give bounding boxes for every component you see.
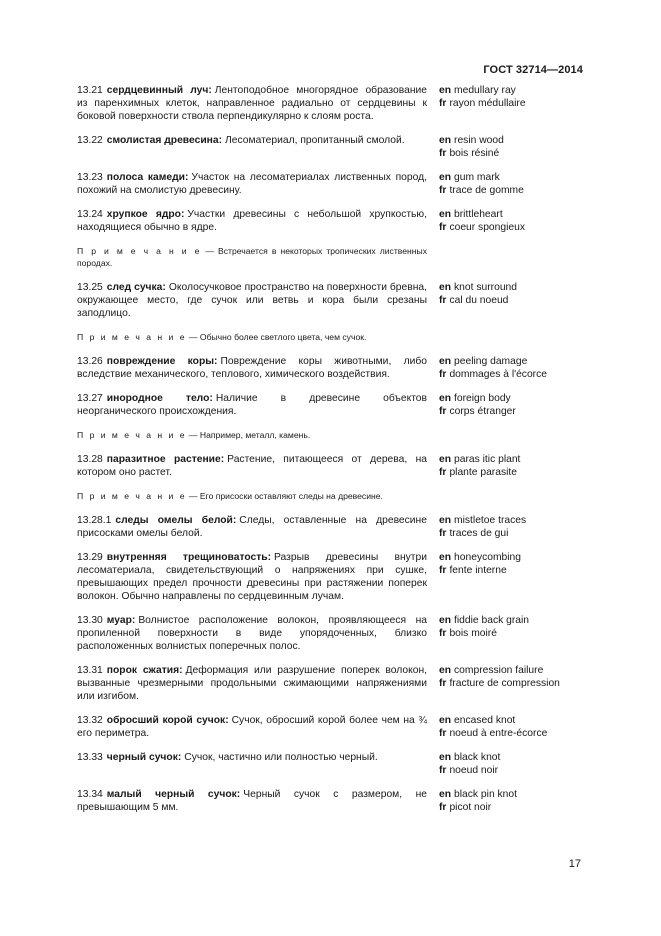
definition-text: Волнистое расположение волокон, проявляющееся на пропиленной поверхности в виде упорядоченных, близко расположенных волнистых поперечных полос. bbox=[77, 615, 427, 652]
equivalent-term: plante parasite bbox=[449, 467, 517, 478]
equivalent-term: noeud à entre-écorce bbox=[449, 728, 548, 739]
term-definition bbox=[77, 453, 427, 479]
definition-text: Растение, питающееся от дерева, на котором оно растет. bbox=[77, 454, 427, 478]
language-code: fr bbox=[439, 406, 447, 417]
equivalent-term: honeycombing bbox=[454, 552, 522, 563]
equivalent-term: resin wood bbox=[454, 135, 504, 146]
english-equivalent bbox=[439, 392, 579, 405]
definition-text: Черный сучок с размером, не превышающим 5 мм. bbox=[77, 789, 427, 813]
term-number: 13.27 bbox=[77, 393, 103, 404]
equivalent-term: bois moiré bbox=[449, 628, 497, 639]
note-text: Обычно более светлого цвета, чем сучок. bbox=[199, 332, 367, 342]
language-code: en bbox=[439, 665, 452, 676]
equivalent-term: encased knot bbox=[454, 715, 516, 726]
language-code: en bbox=[439, 789, 452, 800]
term-entry bbox=[77, 614, 583, 653]
note bbox=[77, 490, 427, 502]
term-definition bbox=[77, 514, 427, 540]
term-entry bbox=[77, 551, 583, 603]
french-equivalent bbox=[439, 368, 579, 381]
term-number: 13.28.1 bbox=[77, 515, 112, 526]
note-label: П р и м е ч а н и е bbox=[77, 430, 187, 440]
foreign-equivalents bbox=[439, 714, 579, 740]
equivalent-term: paras itic plant bbox=[454, 454, 521, 465]
language-code: fr bbox=[439, 765, 447, 776]
equivalent-term: cal du noeud bbox=[449, 295, 509, 306]
note-dash: — bbox=[186, 430, 200, 440]
english-equivalent bbox=[439, 751, 579, 764]
term-number: 13.30 bbox=[77, 615, 103, 626]
note-label: П р и м е ч а н и е bbox=[77, 246, 202, 256]
term-entry bbox=[77, 514, 583, 540]
definition-text: Участок на лесоматериалах лиственных пород, похожий на смолистую древесину. bbox=[77, 172, 427, 196]
note-text: Встречается в некоторых тропических лиственных породах. bbox=[77, 246, 427, 268]
term-definition bbox=[77, 664, 427, 703]
term-number: 13.23 bbox=[77, 172, 103, 183]
foreign-equivalents bbox=[439, 453, 579, 479]
term-list bbox=[77, 84, 583, 825]
equivalent-term: dommages à l'écorce bbox=[449, 369, 547, 380]
english-equivalent bbox=[439, 171, 579, 184]
english-equivalent bbox=[439, 453, 579, 466]
french-equivalent bbox=[439, 147, 579, 160]
language-code: en bbox=[439, 356, 452, 367]
foreign-equivalents bbox=[439, 134, 579, 160]
definition-text: Сучок, обросший корой более чем на ¾ его периметра. bbox=[77, 715, 427, 739]
note bbox=[77, 331, 427, 343]
term-number: 13.25 bbox=[77, 282, 103, 293]
language-code: en bbox=[439, 135, 452, 146]
term-entry bbox=[77, 788, 583, 814]
foreign-equivalents bbox=[439, 751, 579, 777]
term-name: следы омелы белой: bbox=[115, 515, 237, 526]
term-name: смолистая древесина: bbox=[106, 135, 223, 146]
english-equivalent bbox=[439, 614, 579, 627]
foreign-equivalents bbox=[439, 171, 579, 197]
language-code: en bbox=[439, 393, 452, 404]
term-definition bbox=[77, 751, 427, 777]
term-number: 13.32 bbox=[77, 715, 103, 726]
term-definition bbox=[77, 281, 427, 320]
language-code: en bbox=[439, 282, 452, 293]
foreign-equivalents bbox=[439, 281, 579, 320]
term-number: 13.22 bbox=[77, 135, 103, 146]
term-entry bbox=[77, 134, 583, 160]
term-entry bbox=[77, 281, 583, 320]
equivalent-term: picot noir bbox=[449, 802, 492, 813]
note bbox=[77, 245, 427, 269]
french-equivalent bbox=[439, 527, 579, 540]
term-definition bbox=[77, 134, 427, 160]
equivalent-term: gum mark bbox=[454, 172, 500, 183]
term-entry bbox=[77, 453, 583, 479]
equivalent-term: black pin knot bbox=[454, 789, 517, 800]
definition-text: Сучок, частично или полностью черный. bbox=[184, 752, 378, 763]
english-equivalent bbox=[439, 208, 579, 221]
english-equivalent bbox=[439, 281, 579, 294]
definition-text: Околосучковое пространство на поверхности бревна, окружающее место, где сучок или ветвь и кора были срезаны заподлицо. bbox=[77, 282, 427, 319]
language-code: fr bbox=[439, 565, 447, 576]
french-equivalent bbox=[439, 405, 579, 418]
french-equivalent bbox=[439, 764, 579, 777]
term-definition bbox=[77, 171, 427, 197]
equivalent-term: fracture de compression bbox=[449, 678, 560, 689]
term-name: инородное тело: bbox=[106, 393, 213, 404]
french-equivalent bbox=[439, 294, 579, 307]
language-code: fr bbox=[439, 369, 447, 380]
equivalent-term: trace de gomme bbox=[449, 185, 524, 196]
equivalent-term: traces de gui bbox=[449, 528, 509, 539]
term-number: 13.33 bbox=[77, 752, 103, 763]
definition-text: Повреждение коры животными, либо вследствие механического, теплового, химического воздействия. bbox=[77, 356, 427, 380]
note bbox=[77, 429, 427, 441]
english-equivalent bbox=[439, 664, 579, 677]
language-code: fr bbox=[439, 295, 447, 306]
english-equivalent bbox=[439, 84, 579, 97]
term-number: 13.29 bbox=[77, 552, 103, 563]
equivalent-term: foreign body bbox=[454, 393, 511, 404]
foreign-equivalents bbox=[439, 392, 579, 418]
equivalent-term: corps étranger bbox=[449, 406, 516, 417]
english-equivalent bbox=[439, 714, 579, 727]
foreign-equivalents bbox=[439, 208, 579, 234]
term-name: малый черный сучок: bbox=[106, 789, 241, 800]
english-equivalent bbox=[439, 134, 579, 147]
equivalent-term: medullary ray bbox=[454, 85, 516, 96]
note-dash: — bbox=[186, 491, 200, 501]
term-name: внутренняя трещиноватость: bbox=[106, 552, 272, 563]
foreign-equivalents bbox=[439, 514, 579, 540]
term-entry bbox=[77, 84, 583, 123]
equivalent-term: rayon médullaire bbox=[449, 98, 526, 109]
language-code: fr bbox=[439, 528, 447, 539]
language-code: fr bbox=[439, 185, 447, 196]
note-dash: — bbox=[201, 246, 219, 256]
term-number: 13.24 bbox=[77, 209, 103, 220]
term-name: хрупкое ядро: bbox=[106, 209, 185, 220]
term-entry bbox=[77, 355, 583, 381]
english-equivalent bbox=[439, 514, 579, 527]
term-name: паразитное растение: bbox=[106, 454, 225, 465]
term-definition bbox=[77, 614, 427, 653]
term-name: порок сжатия: bbox=[106, 665, 183, 676]
term-name: повреждение коры: bbox=[106, 356, 218, 367]
french-equivalent bbox=[439, 801, 579, 814]
language-code: fr bbox=[439, 467, 447, 478]
french-equivalent bbox=[439, 677, 579, 690]
definition-text: Лентоподобное многорядное образование из паренхимных клеток, направленное радиально от сердцевины к боковой поверхности ствола перпендикулярно к слоям роста. bbox=[77, 85, 427, 122]
equivalent-term: coeur spongieux bbox=[449, 222, 525, 233]
french-equivalent bbox=[439, 627, 579, 640]
term-definition bbox=[77, 208, 427, 234]
language-code: fr bbox=[439, 148, 447, 159]
equivalent-term: fente interne bbox=[449, 565, 507, 576]
language-code: en bbox=[439, 515, 452, 526]
english-equivalent bbox=[439, 355, 579, 368]
equivalent-term: fiddie back grain bbox=[454, 615, 530, 626]
term-number: 13.31 bbox=[77, 665, 103, 676]
term-definition bbox=[77, 84, 427, 123]
definition-text: Наличие в древесине объектов неорганического происхождения. bbox=[77, 393, 427, 417]
term-name: обросший корой сучок: bbox=[106, 715, 229, 726]
term-entry bbox=[77, 751, 583, 777]
foreign-equivalents bbox=[439, 84, 579, 123]
term-entry bbox=[77, 714, 583, 740]
language-code: en bbox=[439, 752, 452, 763]
definition-text: Разрыв древесины внутри лесоматериала, свидетельствующий о напряжениях при сушке, превышающих предел прочности древесины при растяжении поперек волокон. Обычно направлены по сердцевинным лучам. bbox=[77, 552, 427, 602]
term-number: 13.26 bbox=[77, 356, 103, 367]
french-equivalent bbox=[439, 466, 579, 479]
language-code: fr bbox=[439, 728, 447, 739]
language-code: fr bbox=[439, 802, 447, 813]
language-code: en bbox=[439, 454, 452, 465]
term-number: 13.34 bbox=[77, 789, 103, 800]
language-code: en bbox=[439, 615, 452, 626]
term-name: муар: bbox=[106, 615, 136, 626]
language-code: fr bbox=[439, 678, 447, 689]
note-text: Например, металл, камень. bbox=[199, 430, 311, 440]
language-code: en bbox=[439, 85, 452, 96]
french-equivalent bbox=[439, 97, 579, 110]
note-text: Его присоски оставляют следы на древесине. bbox=[199, 491, 383, 501]
term-entry bbox=[77, 392, 583, 418]
language-code: fr bbox=[439, 98, 447, 109]
foreign-equivalents bbox=[439, 551, 579, 603]
term-name: полоса камеди: bbox=[106, 172, 189, 183]
equivalent-term: black knot bbox=[454, 752, 501, 763]
language-code: en bbox=[439, 552, 452, 563]
page-number: 17 bbox=[568, 858, 581, 870]
equivalent-term: mistletoe traces bbox=[454, 515, 527, 526]
equivalent-term: noeud noir bbox=[449, 765, 499, 776]
note-label: П р и м е ч а н и е bbox=[77, 491, 187, 501]
foreign-equivalents bbox=[439, 355, 579, 381]
term-definition bbox=[77, 551, 427, 603]
term-name: черный сучок: bbox=[106, 752, 182, 763]
french-equivalent bbox=[439, 184, 579, 197]
term-definition bbox=[77, 788, 427, 814]
document-header: ГОСТ 32714—2014 bbox=[483, 64, 583, 76]
definition-text: Участки древесины с небольшой хрупкостью, находящиеся обычно в ядре. bbox=[77, 209, 428, 233]
definition-text: Деформация или разрушение поперек волокон, вызванные чрезмерными продольными сжимающими напряжениями или изгибом. bbox=[77, 665, 427, 702]
definition-text: Следы, оставленные на древесине присосками омелы белой. bbox=[77, 515, 427, 539]
term-definition bbox=[77, 714, 427, 740]
term-definition bbox=[77, 392, 427, 418]
term-number: 13.21 bbox=[77, 85, 103, 96]
language-code: fr bbox=[439, 628, 447, 639]
term-entry bbox=[77, 171, 583, 197]
equivalent-term: knot surround bbox=[454, 282, 517, 293]
english-equivalent bbox=[439, 551, 579, 564]
note-dash: — bbox=[186, 332, 200, 342]
language-code: en bbox=[439, 209, 452, 220]
term-entry bbox=[77, 664, 583, 703]
french-equivalent bbox=[439, 564, 579, 577]
foreign-equivalents bbox=[439, 614, 579, 653]
term-name: сердцевинный луч: bbox=[106, 85, 212, 96]
term-definition bbox=[77, 355, 427, 381]
definition-text: Лесоматериал, пропитанный смолой. bbox=[225, 135, 405, 146]
equivalent-term: compression failure bbox=[454, 665, 544, 676]
note-label: П р и м е ч а н и е bbox=[77, 332, 187, 342]
french-equivalent bbox=[439, 221, 579, 234]
language-code: en bbox=[439, 172, 452, 183]
foreign-equivalents bbox=[439, 664, 579, 703]
foreign-equivalents bbox=[439, 788, 579, 814]
term-entry bbox=[77, 208, 583, 234]
language-code: en bbox=[439, 715, 452, 726]
equivalent-term: peeling damage bbox=[454, 356, 528, 367]
language-code: fr bbox=[439, 222, 447, 233]
english-equivalent bbox=[439, 788, 579, 801]
equivalent-term: brittleheart bbox=[454, 209, 503, 220]
term-number: 13.28 bbox=[77, 454, 103, 465]
equivalent-term: bois résiné bbox=[449, 148, 500, 159]
term-name: след сучка: bbox=[106, 282, 166, 293]
french-equivalent bbox=[439, 727, 579, 740]
